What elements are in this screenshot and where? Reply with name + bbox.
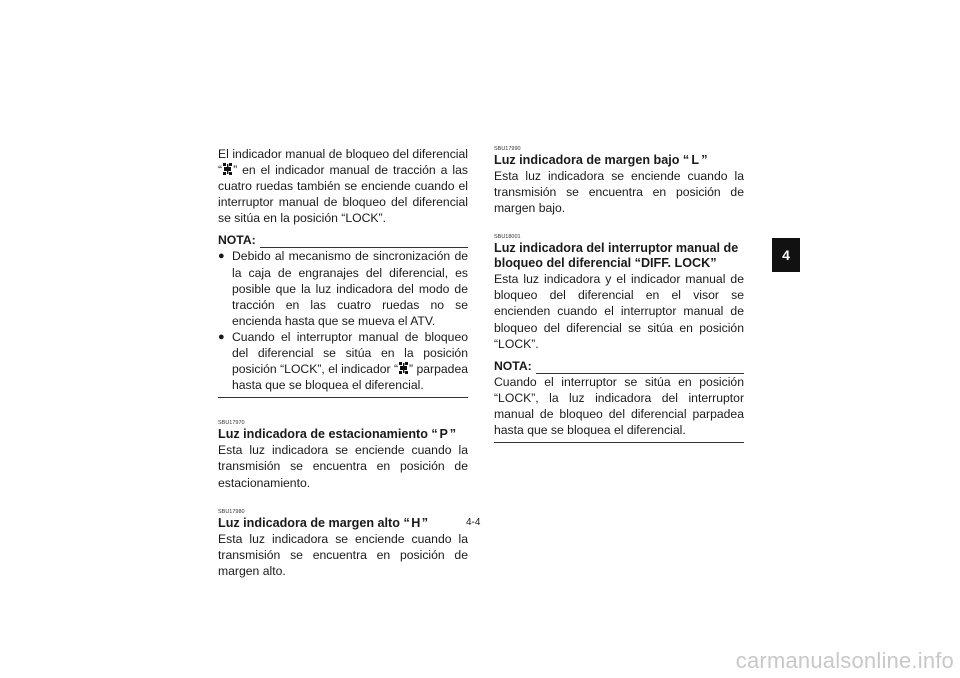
nota-rule xyxy=(536,363,744,374)
nota-text: Cuando el interruptor se sitúa en posición “LOCK”, la luz indicadora del interruptor manual de bloqueo del diferencial parpadea hasta que se bloquea el diferencial. xyxy=(494,374,744,438)
section-code: SBU18001 xyxy=(494,234,521,241)
section-body: Esta luz indicadora y el indicador manual de bloqueo del diferencial en el visor se encienden cuando el interruptor manual de bloqueo del diferencial se sitúa en posición “LOCK”. xyxy=(494,272,744,351)
nota-label: NOTA: xyxy=(494,358,532,373)
right-column xyxy=(494,146,744,443)
section-heading: Luz indicadora de margen alto “H” xyxy=(218,515,429,530)
section-heading: Luz indicadora de estacionamiento “ P ” xyxy=(218,427,457,442)
intro-paragraph: El indicador manual de bloqueo del diferencial “ ” en el indicador manual de tracción a las cuatro ruedas también se enciende cuando el interruptor manual de bloqueo del diferencial se sitúa en la posición “LOCK”. xyxy=(218,147,468,226)
left-column xyxy=(218,146,468,579)
watermark: carmanualsonline.info xyxy=(735,648,954,673)
chapter-tab: 4 xyxy=(772,238,800,272)
bullet-icon: ● xyxy=(218,250,225,263)
section-code: SBU17980 xyxy=(218,508,245,515)
note-bullet: ● Cuando el interruptor manual de bloqueo del diferencial se sitúa en la posición posición “LOCK”, el indicador “ ” parpadea hasta que se bloquea el diferencial. xyxy=(218,329,468,393)
section-body: Esta luz indicadora se enciende cuando la transmisión se encuentra en posición de estacionamiento. xyxy=(218,443,468,490)
nota-end-rule xyxy=(494,442,744,443)
nota-label: NOTA: xyxy=(218,233,256,248)
low-range-icon: L xyxy=(691,153,700,167)
nota-end-rule xyxy=(218,397,468,398)
section-code: SBU17970 xyxy=(218,420,245,427)
page-number: 4-4 xyxy=(466,517,481,528)
note-bullet: ● Debido al mecanismo de sincronización de la caja de engranajes del diferencial, es posible que la luz indicadora del modo de tracción en las cuatro ruedas no se encienda hasta que se mueva el ATV. xyxy=(218,249,468,328)
nota-rule xyxy=(260,237,468,248)
differential-lock-icon xyxy=(398,362,409,374)
section-heading: Luz indicadora del interruptor manual de bloqueo del diferencial “DIFF. LOCK” xyxy=(494,241,739,271)
parking-icon: P xyxy=(439,427,448,442)
section-code: SBU17990 xyxy=(494,146,521,152)
nota-header xyxy=(218,234,468,248)
bullet-icon: ● xyxy=(218,330,225,343)
section-heading: Luz indicadora de margen bajo “ L ” xyxy=(494,153,708,167)
differential-lock-icon xyxy=(222,163,233,175)
high-range-icon: H xyxy=(411,515,421,530)
section-body: Esta luz indicadora se enciende cuando la transmisión se encuentra en posición de margen bajo. xyxy=(494,169,744,216)
nota-header xyxy=(494,360,744,374)
section-body: Esta luz indicadora se enciende cuando la transmisión se encuentra en posición de margen alto. xyxy=(218,531,468,578)
